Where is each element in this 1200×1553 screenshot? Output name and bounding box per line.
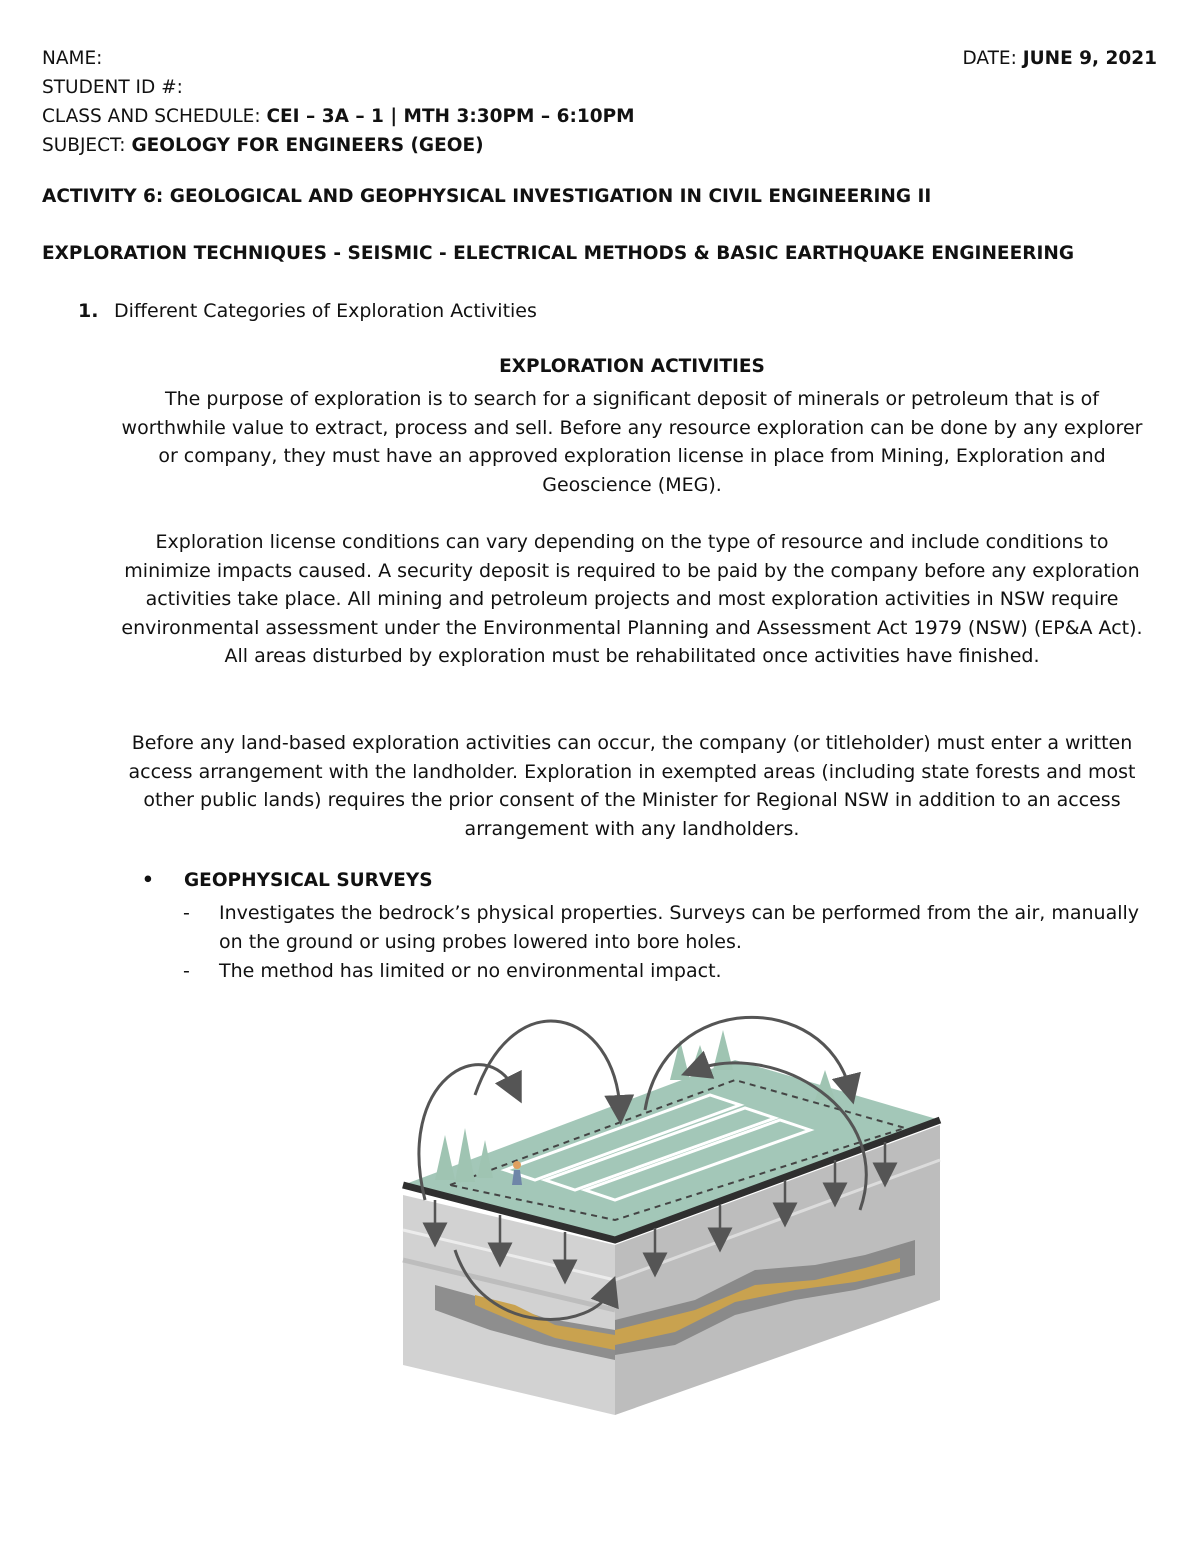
name-label: NAME:: [42, 48, 103, 69]
dash-marker: -: [183, 902, 190, 924]
sub-item-text: Investigates the bedrock’s physical properties. Surveys can be performed from the air, manually on the ground or using probes lowered into bore holes.: [219, 902, 1140, 953]
dash-marker: -: [183, 960, 190, 982]
section-heading: EXPLORATION ACTIVITIES: [499, 356, 765, 377]
item-text: Different Categories of Exploration Activities: [114, 300, 537, 322]
subject-line: [42, 131, 1157, 160]
item-number: 1.: [78, 300, 99, 322]
sub-item: [183, 957, 1143, 986]
paragraph-access-arrangement: Before any land-based exploration activities can occur, the company (or titleholder) must enter a written access arrangement with the landholder. Exploration in exempted areas (including state forests and most other public lands) requires the prior consent of the Minister for Regional NSW in addition to an access arrangement with any landholders.: [128, 732, 1136, 840]
techniques-title: EXPLORATION TECHNIQUES - SEISMIC - ELECTRICAL METHODS & BASIC EARTHQUAKE ENGINEERING: [42, 243, 1074, 264]
class-label: CLASS AND SCHEDULE:: [42, 106, 261, 127]
geophysical-survey-illustration: [395, 1000, 955, 1420]
date-label: DATE:: [962, 48, 1017, 69]
bullet-icon: •: [142, 870, 154, 891]
student-id-label: STUDENT ID #:: [42, 77, 183, 98]
subject-value: GEOLOGY FOR ENGINEERS (GEOE): [131, 135, 484, 156]
date-line: [962, 44, 1157, 73]
date-value: JUNE 9, 2021: [1022, 48, 1157, 69]
class-value: CEI – 3A – 1 | MTH 3:30PM – 6:10PM: [266, 106, 635, 127]
geophysical-title: GEOPHYSICAL SURVEYS: [184, 870, 433, 891]
paragraph-license-conditions: Exploration license conditions can vary depending on the type of resource and include conditions to minimize impacts caused. A security deposit is required to be paid by the company before any exploration activities take place. All mining and petroleum projects and most exploration activities in NSW require environmental assessment under the Environmental Planning and Assessment Act 1979 (NSW) (EP&A Act). All areas disturbed by exploration must be rehabilitated once activities have finished.: [121, 531, 1143, 668]
subject-label: SUBJECT:: [42, 135, 126, 156]
numbered-item: [78, 300, 537, 322]
geophysical-bullet-heading: [142, 870, 433, 891]
class-line: [42, 102, 1157, 131]
sub-item-text: The method has limited or no environmental impact.: [219, 960, 722, 982]
student-id-line: [42, 73, 1157, 102]
activity-title: ACTIVITY 6: GEOLOGICAL AND GEOPHYSICAL INVESTIGATION IN CIVIL ENGINEERING II: [42, 186, 932, 207]
header-block: [42, 44, 1157, 160]
sub-item: [183, 899, 1143, 956]
paragraph-purpose: The purpose of exploration is to search for a significant deposit of minerals or petroleum that is of worthwhile value to extract, process and sell. Before any resource exploration can be done by any explorer or company, they must have an approved exploration license in place from Mining, Exploration and Geoscience (MEG).: [121, 388, 1143, 496]
